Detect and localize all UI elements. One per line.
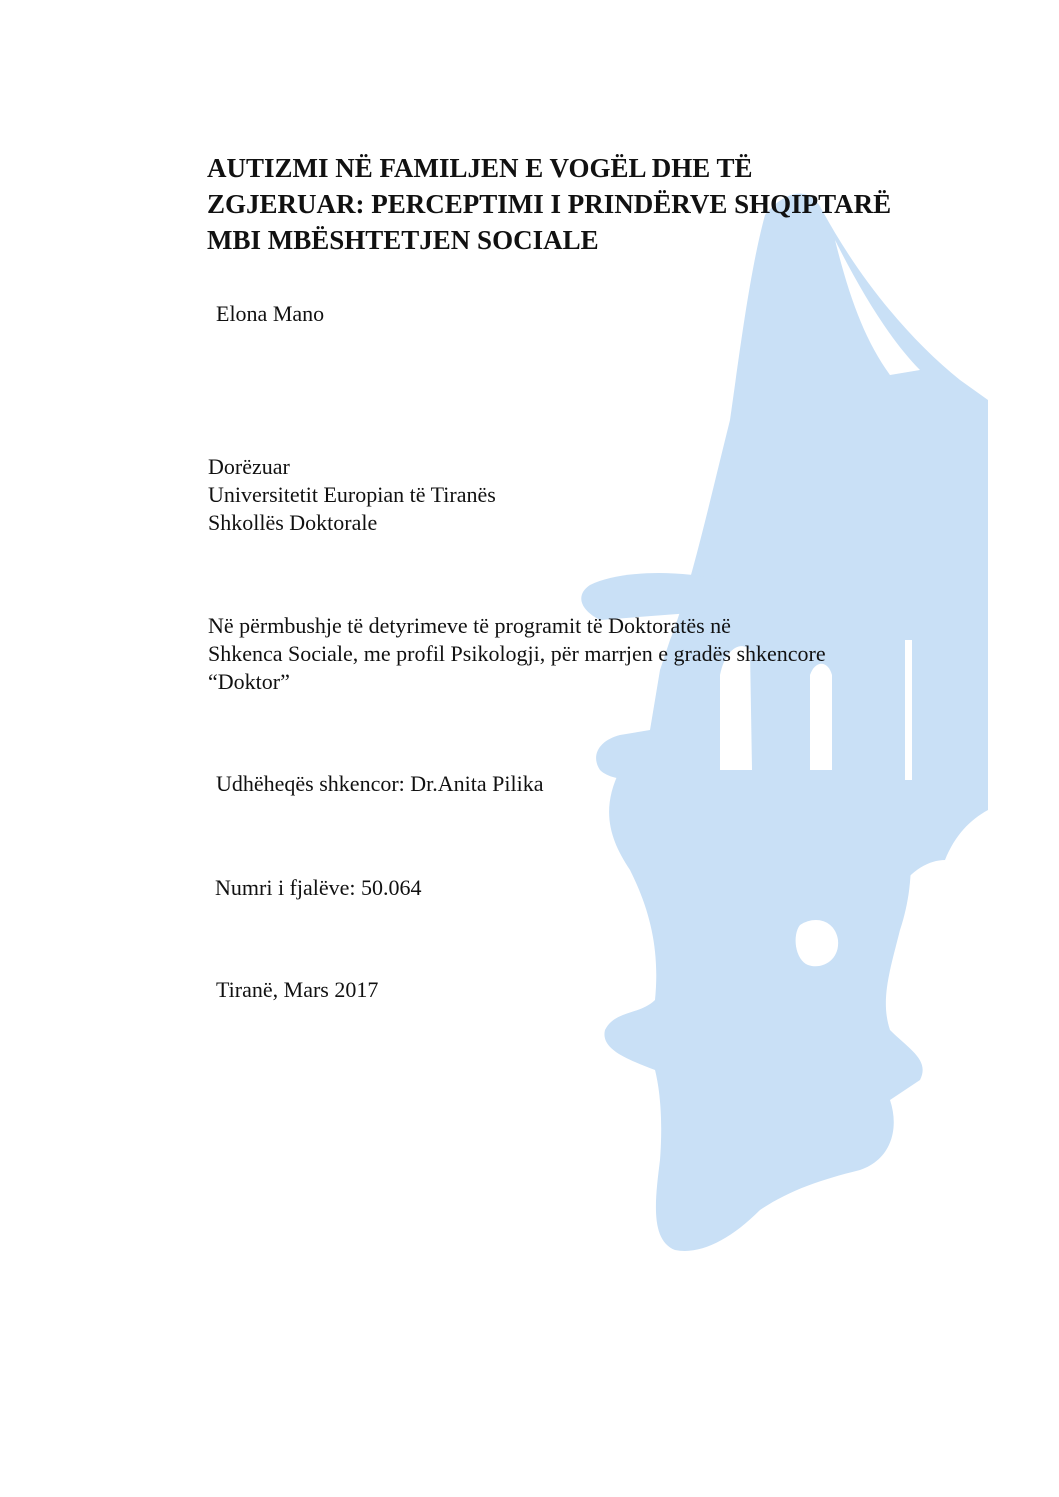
submission-block bbox=[208, 453, 496, 537]
fulfilment-line-2: Shkenca Sociale, me profil Psikologji, për marrjen e gradës shkencore bbox=[208, 641, 826, 666]
submission-label: Dorëzuar bbox=[208, 454, 290, 479]
fulfilment-statement bbox=[208, 612, 826, 696]
thesis-title-line-1: AUTIZMI NË FAMILJEN E VOGËL DHE TË bbox=[207, 153, 753, 183]
thesis-title-line-3: MBI MBËSHTETJEN SOCIALE bbox=[207, 225, 599, 255]
place-and-date: Tiranë, Mars 2017 bbox=[216, 977, 379, 1002]
thesis-title-line-2: ZGJERUAR: PERCEPTIMI I PRINDËRVE SHQIPTARË bbox=[207, 189, 892, 219]
submission-institution: Universitetit Europian të Tiranës bbox=[208, 482, 496, 507]
scientific-advisor: Udhëheqës shkencor: Dr.Anita Pilika bbox=[216, 771, 544, 796]
submission-school: Shkollës Doktorale bbox=[208, 510, 378, 535]
author-name: Elona Mano bbox=[216, 301, 325, 326]
thesis-title bbox=[207, 150, 967, 258]
fulfilment-line-1: Në përmbushje të detyrimeve të programit të Doktoratës në bbox=[208, 613, 731, 638]
word-count: Numri i fjalëve: 50.064 bbox=[215, 875, 422, 900]
fulfilment-line-3: “Doktor” bbox=[208, 669, 290, 694]
